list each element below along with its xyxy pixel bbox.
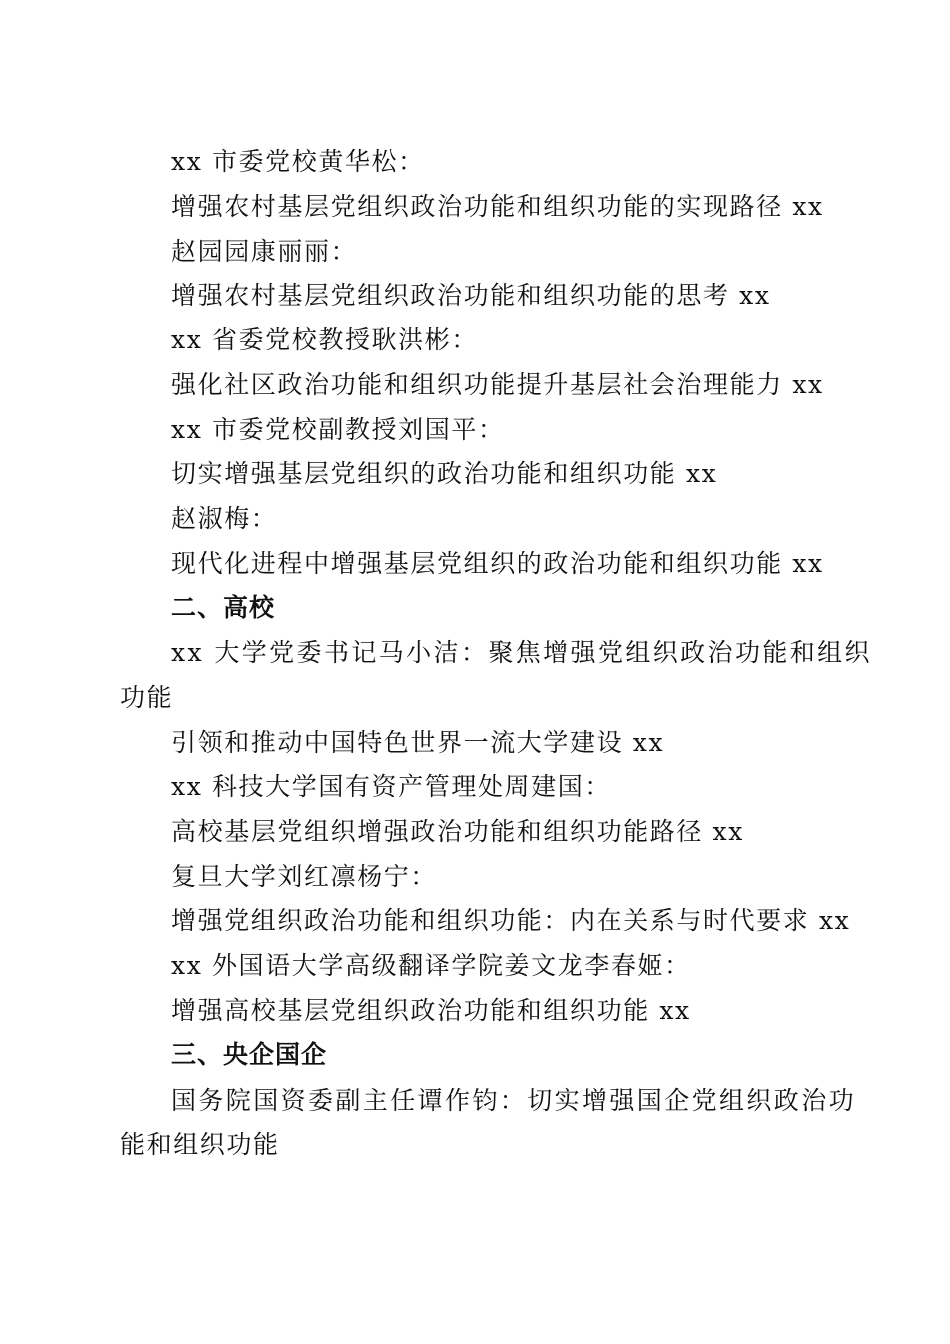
author-line: 赵淑梅： [171,504,278,533]
paragraph-line: 功能 [120,683,174,712]
author-line: xx 外国语大学高级翻译学院姜文龙李春姬： [171,951,691,980]
section-heading-universities: 二、高校 [171,593,276,622]
title-line: 高校基层党组织增强政治功能和组织功能路径 xx [171,817,744,846]
author-line: 复旦大学刘红凛杨宁： [171,862,438,891]
section-heading-soe: 三、央企国企 [171,1040,328,1069]
title-line: 现代化进程中增强基层党组织的政治功能和组织功能 xx [171,549,824,578]
title-line: 强化社区政治功能和组织功能提升基层社会治理能力 xx [171,370,824,399]
title-line: 切实增强基层党组织的政治功能和组织功能 xx [171,459,718,488]
title-line: 增强高校基层党组织政治功能和组织功能 xx [171,996,691,1025]
paragraph-line: 能和组织功能 [120,1130,280,1159]
author-line: xx 科技大学国有资产管理处周建国： [171,772,611,801]
paragraph-line: xx 大学党委书记马小洁：聚焦增强党组织政治功能和组织 [171,638,872,667]
title-line: 增强农村基层党组织政治功能和组织功能的实现路径 xx [171,192,824,221]
paragraph-line: 国务院国资委副主任谭作钧：切实增强国企党组织政治功 [171,1086,857,1115]
author-line: xx 市委党校黄华松： [171,147,425,176]
title-line: 引领和推动中国特色世界一流大学建设 xx [171,728,665,757]
author-line: xx 市委党校副教授刘国平： [171,415,505,444]
author-line: xx 省委党校教授耿洪彬： [171,325,478,354]
author-line: 赵园园康丽丽： [171,237,358,266]
title-line: 增强农村基层党组织政治功能和组织功能的思考 xx [171,281,771,310]
title-line: 增强党组织政治功能和组织功能：内在关系与时代要求 xx [171,906,851,935]
